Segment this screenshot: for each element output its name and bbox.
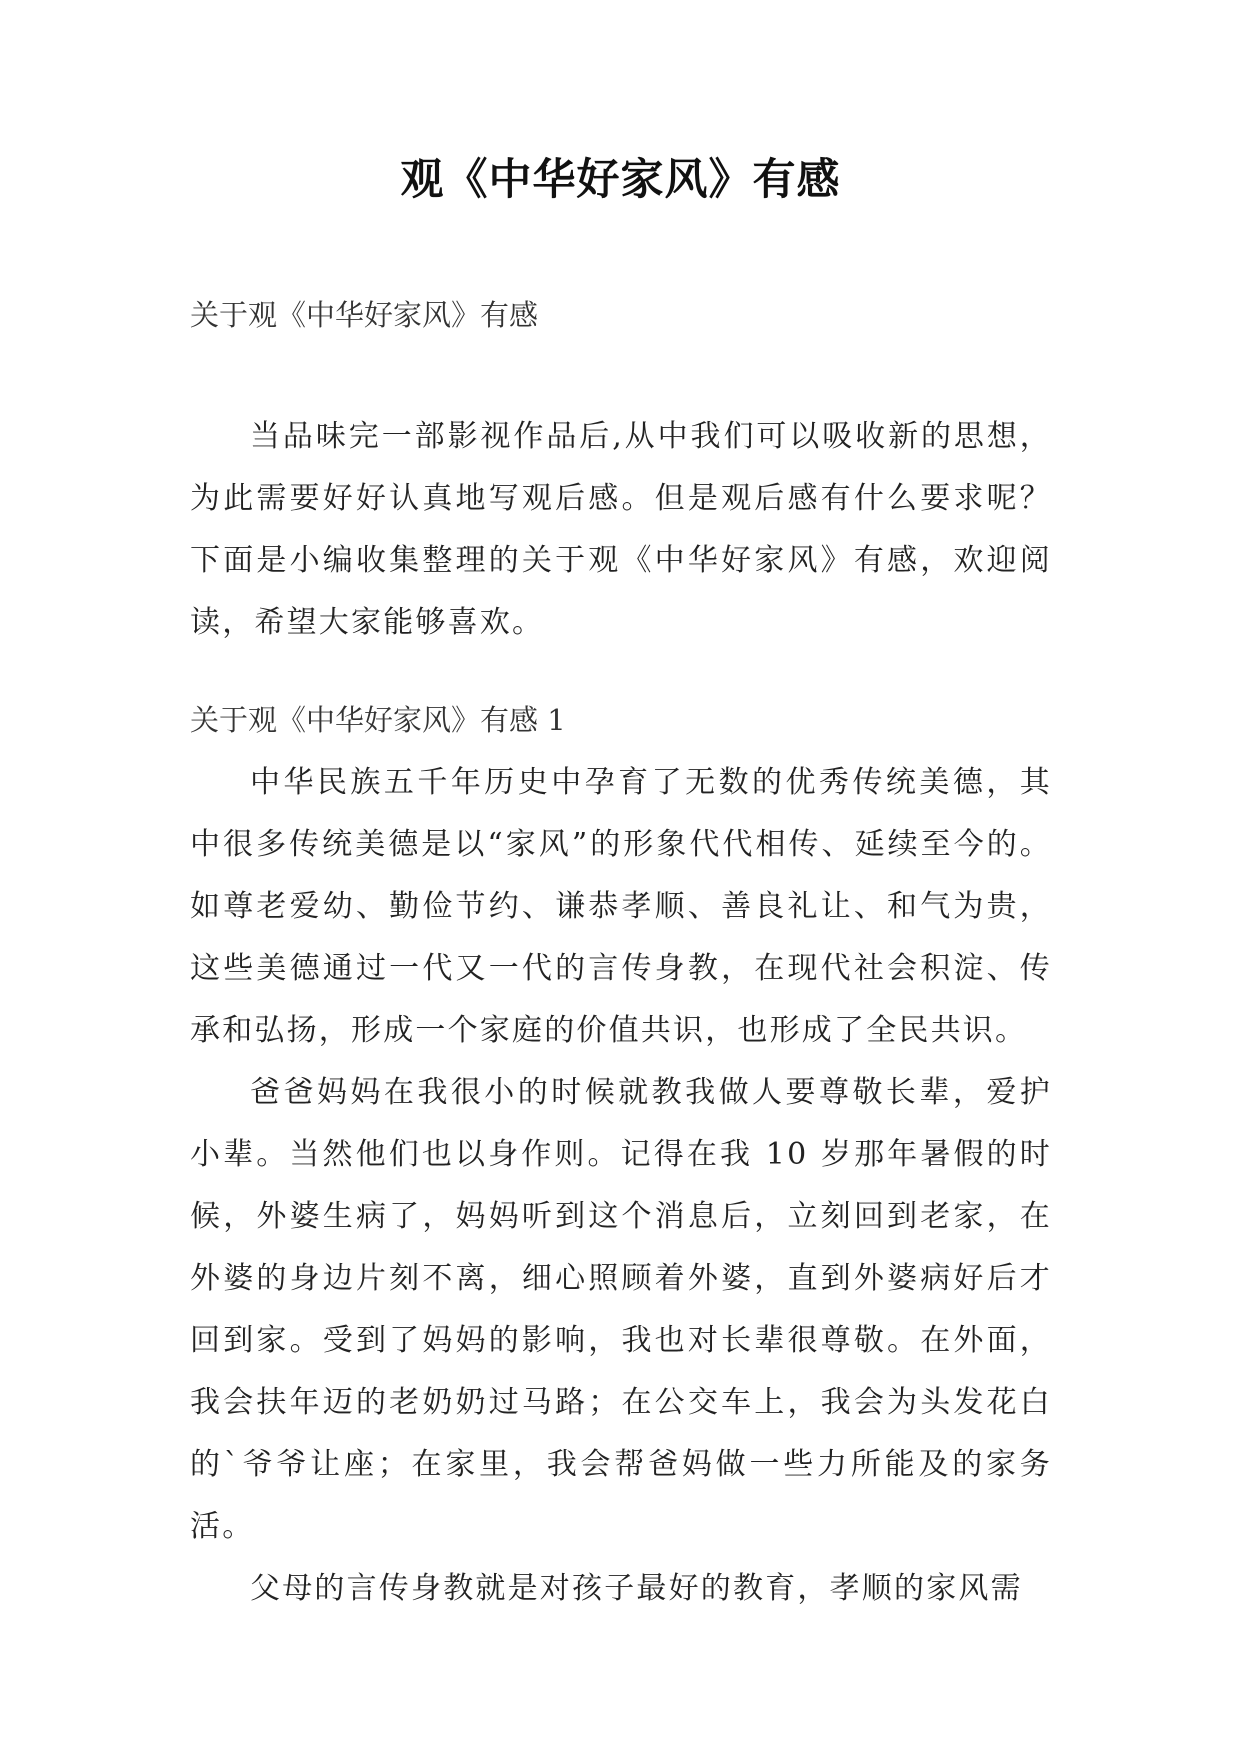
- body-paragraph: 父母的言传身教就是对孩子最好的教育，孝顺的家风需: [250, 1571, 1023, 1606]
- section-heading: 关于观《中华好家风》有感 1: [190, 703, 566, 737]
- intro-paragraph: 当品味完一部影视作品后,从中我们可以吸收新的思想，为此需要好好认真地写观后感。但是观后感有什么要求呢？下面是小编收集整理的关于观《中华好家风》有感，欢迎阅读，希望大家能够喜欢。: [190, 419, 1052, 640]
- document-subtitle: 关于观《中华好家风》有感: [190, 298, 539, 332]
- body-paragraph: 爸爸妈妈在我很小的时候就教我做人要尊敬长辈，爱护小辈。当然他们也以身作则。记得在我 10 岁那年暑假的时候，外婆生病了，妈妈听到这个消息后，立刻回到老家，在外婆的身边片刻不离，细心照顾着外婆，直到外婆病好后才回到家。受到了妈妈的影响，我也对长辈很尊敬。在外面，我会扶年迈的老奶奶过马路；在公交车上，我会为头发花白的`爷爷让座；在家里，我会帮爸妈做一些力所能及的家务活。: [190, 1075, 1052, 1544]
- page-title: 观《中华好家风》有感: [400, 155, 841, 205]
- body-paragraph: 中华民族五千年历史中孕育了无数的优秀传统美德，其中很多传统美德是以“家风”的形象代代相传、延续至今的。如尊老爱幼、勤俭节约、谦恭孝顺、善良礼让、和气为贵，这些美德通过一代又一代的言传身教，在现代社会积淀、传承和弘扬，形成一个家庭的价值共识，也形成了全民共识。: [190, 765, 1052, 1048]
- intro-block: [190, 406, 1052, 654]
- section-body: [190, 752, 1052, 1620]
